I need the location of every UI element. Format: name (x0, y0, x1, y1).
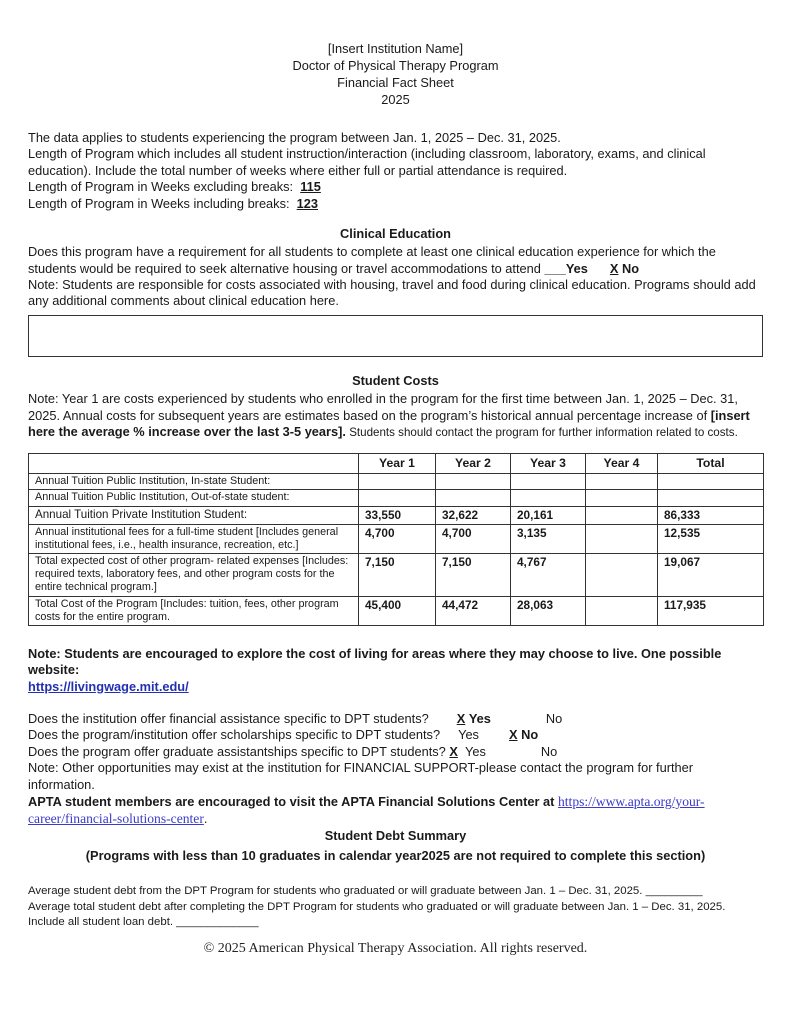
document-title: Financial Fact Sheet (337, 75, 454, 90)
q1-yes-label: Yes (468, 711, 491, 727)
row-label: Annual Tuition Public Institution, In-state Student: (29, 474, 359, 490)
cell-year1: 7,150 (359, 554, 436, 597)
cell-total: 86,333 (658, 506, 764, 524)
clinical-yes-blank: ___ (544, 260, 566, 276)
q2-yes-label: Yes (458, 727, 479, 743)
cell-year3 (511, 490, 586, 506)
question-assistantships (28, 744, 763, 760)
cell-year4 (586, 524, 658, 553)
student-costs-title: Student Costs (352, 372, 439, 388)
cell-year2 (436, 490, 511, 506)
cell-year1: 4,700 (359, 524, 436, 553)
apta-period: . (203, 811, 208, 827)
cell-year3: 28,063 (511, 596, 586, 625)
table-row (29, 596, 764, 625)
average-total-debt-line: Average total student debt after completing the DPT Program for students who graduated or will graduate between Jan. 1 – Dec. 31, 2025. Include all student loan debt. _____________ (28, 900, 726, 928)
clinical-question-text: Does this program have a requirement for all students to complete at least one clinical education experience for which the students would be required to seek alternative housing or travel accommodations to attend (28, 244, 716, 276)
weeks-including-line (28, 196, 763, 212)
intro-date-range: The data applies to students experiencing the program between Jan. 1, 2025 – Dec. 31, 2025. (28, 130, 561, 145)
copyright-footer: © 2025 American Physical Therapy Association. All rights reserved. (203, 941, 588, 956)
cell-year3: 3,135 (511, 524, 586, 553)
cost-of-living-note: Note: Students are encouraged to explore the cost of living for areas where they may choose to live. One possible website: (28, 645, 722, 678)
cost-of-living-link-line (28, 679, 763, 695)
row-label: Annual Tuition Private Institution Student: (29, 506, 359, 524)
costs-header-year3: Year 3 (511, 453, 586, 474)
cell-year2: 4,700 (436, 524, 511, 553)
livingwage-link[interactable]: https://livingwage.mit.edu/ (28, 678, 189, 694)
cell-year2: 7,150 (436, 554, 511, 597)
table-row (29, 474, 764, 490)
clinical-question (28, 244, 763, 277)
question-scholarships (28, 727, 763, 743)
apta-financial-solutions-link[interactable]: https://www.apta.org/your-career/financial-solutions-center (28, 793, 705, 827)
question-text: Does the program/institution offer scholarships specific to DPT students? (28, 727, 441, 743)
weeks-excluding-line (28, 179, 763, 195)
q2-no-label: No (521, 727, 539, 743)
question-financial-assistance (28, 711, 763, 727)
costs-header-total: Total (658, 453, 764, 474)
student-debt-summary-subtitle: (Programs with less than 10 graduates in calendar year2025 are not required to complete this section) (85, 848, 706, 864)
clinical-education-title: Clinical Education (340, 225, 451, 241)
weeks-including-label: Length of Program in Weeks including breaks: (28, 195, 290, 211)
costs-header-empty (29, 453, 359, 474)
cell-total: 19,067 (658, 554, 764, 597)
document-year: 2025 (381, 92, 410, 107)
intro-length-paragraph: Length of Program which includes all student instruction/interaction (including classroom, laboratory, exams, and clinical education). Include the total number of weeks where either full or partial attendance is required. (28, 146, 706, 178)
clinical-note: Note: Students are responsible for costs associated with housing, travel and food during clinical education. Programs should add any additional comments about clinical education here. (28, 277, 756, 309)
cell-year2: 32,622 (436, 506, 511, 524)
cell-year1: 33,550 (359, 506, 436, 524)
table-row (29, 524, 764, 553)
clinical-yes-label: Yes (565, 260, 588, 276)
intro-section (28, 130, 763, 212)
costs-header-year2: Year 2 (436, 453, 511, 474)
cell-year4 (586, 554, 658, 597)
weeks-excluding-label: Length of Program in Weeks excluding breaks: (28, 179, 294, 195)
clinical-no-label: No (622, 260, 640, 276)
row-label: Total expected cost of other program- related expenses [Includes: required texts, laboratory fees, and other program costs for the entire technical program.] (29, 554, 359, 597)
question-text: Does the program offer graduate assistantships specific to DPT students? (28, 743, 446, 759)
cell-year1: 45,400 (359, 596, 436, 625)
cell-year1 (359, 490, 436, 506)
average-debt-line: Average student debt from the DPT Program for students who graduated or will graduate between Jan. 1 – Dec. 31, 2025. _________ (28, 885, 703, 898)
cell-year2: 44,472 (436, 596, 511, 625)
q1-x-mark: X (456, 711, 466, 727)
cell-year1 (359, 474, 436, 490)
cell-year4 (586, 596, 658, 625)
costs-header-year4: Year 4 (586, 453, 658, 474)
institution-name: [Insert Institution Name] (327, 41, 464, 56)
apta-text: APTA student members are encouraged to visit the APTA Financial Solutions Center at (28, 793, 558, 809)
costs-note-small: Students should contact the program for further information related to costs. (345, 425, 738, 439)
q3-yes-label: Yes (465, 743, 486, 759)
table-row (29, 554, 764, 597)
student-debt-lines (28, 884, 763, 929)
cell-year3 (511, 474, 586, 490)
cell-year4 (586, 506, 658, 524)
cell-year2 (436, 474, 511, 490)
table-row (29, 506, 764, 524)
cell-total (658, 474, 764, 490)
q3-x-mark: X (449, 743, 458, 759)
cell-total (658, 490, 764, 506)
q1-no-label: No (545, 711, 563, 727)
program-name: Doctor of Physical Therapy Program (292, 58, 499, 73)
costs-note-regular: Note: Year 1 are costs experienced by students who enrolled in the program for the first time between Jan. 1, 2025 – Dec. 31, 2025. Annual costs for subsequent years are estimates based on the program’s historical annual percentage increase of (28, 391, 738, 423)
document-header (28, 40, 763, 108)
cell-year3: 4,767 (511, 554, 586, 597)
financial-questions (28, 711, 763, 793)
clinical-comments-box[interactable] (28, 315, 763, 357)
costs-note-bold: [insert here the average % increase over the last 3-5 years]. (28, 407, 750, 439)
cell-total: 12,535 (658, 524, 764, 553)
cell-year4 (586, 474, 658, 490)
cell-year3: 20,161 (511, 506, 586, 524)
apta-paragraph (28, 793, 763, 828)
student-debt-summary-title: Student Debt Summary (324, 827, 467, 843)
cell-year4 (586, 490, 658, 506)
table-row (29, 490, 764, 506)
row-label: Annual Tuition Public Institution, Out-of-state student: (29, 490, 359, 506)
row-label: Annual institutional fees for a full-time student [Includes general institutional fees, i.e., health insurance, recreation, etc.] (29, 524, 359, 553)
weeks-excluding-value: 115 (300, 179, 321, 195)
costs-table-header-row (29, 453, 764, 474)
questions-note: Note: Other opportunities may exist at the institution for FINANCIAL SUPPORT-please contact the program for further information. (28, 760, 694, 792)
student-costs-table (28, 453, 764, 626)
q2-x-mark: X (508, 727, 518, 743)
costs-header-year1: Year 1 (359, 453, 436, 474)
cell-total: 117,935 (658, 596, 764, 625)
weeks-including-value: 123 (296, 195, 319, 211)
student-costs-note (28, 391, 763, 441)
row-label: Total Cost of the Program [Includes: tuition, fees, other program costs for the entire program. (29, 596, 359, 625)
question-text: Does the institution offer financial assistance specific to DPT students? (28, 711, 429, 727)
clinical-no-x-mark: X (609, 260, 619, 276)
q3-no-label: No (540, 743, 558, 759)
